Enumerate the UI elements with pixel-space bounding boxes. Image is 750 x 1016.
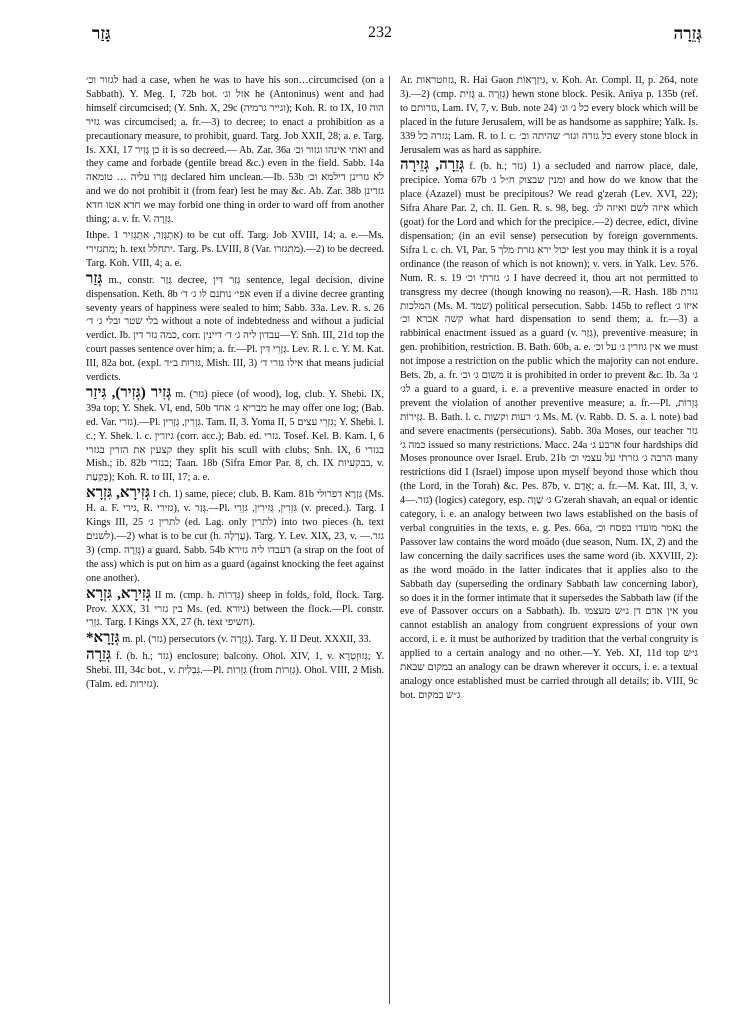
entry-paragraph (86, 649, 384, 692)
entry-headword: גְּזַר (86, 270, 103, 287)
entry-paragraph (86, 270, 384, 385)
entry-text: לגזור וכ׳ had a case, when he was to have his son…circumcised (on a Sabbath). Y. Meg. I, 72b bot. אזל וג׳ he (Antoninus) went and had himself circumcised; (Y. Snh. X, 29c (וגייר גרמיה); Koh. R. to IX, 10 הוה גזיר was circumcised; a. fr.—3) to decree; to enact a prohibition as a precautionary measure, to prohibit, guard. Targ. Job XXII, 28; a. e. Targ. Is. XXI, 17 כן גְּזִיר it is so decreed.— Ab. Zar. 36a ואתי אינהו וגזור וכ׳ and they came and forbade (gentile bread &c.) even in the field. Sabb. 14a גְּזַרו עליה … טומאה declared him unclean.—Ib. 53b לא גזרינן דילמא וכ׳ and we do not prohibit it (from fear) lest he may &c. Ab. Zar. 38b גזרינן חדא אטו חדא we may forbid one thing in order to ward off from another thing; a. v. fr. V. גְּזֵרָה. (86, 75, 384, 226)
right-column (400, 74, 698, 1006)
entry-text: f. (b. h.; גזר) enclosure; balcony. Ohol. XIV, 1, v. גְּזוּזְטְרָא; Y. Shebi. III, 34c bot., v. גִּבְלִית.—Pl. גְּזֵרוֹת (from גְּזֵרוֹת). Ohol. VIII, 2 Mish. (Talm. ed. גזירות). (86, 651, 384, 691)
entry-headword: *גְּזָרָא (86, 630, 120, 647)
left-column (86, 74, 384, 1006)
entry-text: Ithpe. אִתְגְּזַר, אִתְגְּזִיר 1) to be cut off. Targ. Job XVIII, 14; a. e.—Ms. מתגזירי; h. text יתחלל. Targ. Ps. LVIII, 8 (Var. מתגזרו).—2) to be decreed. Targ. Koh. VIII, 4; a. e. (86, 229, 384, 269)
entry-paragraph (86, 487, 384, 585)
entry-paragraph (86, 585, 384, 631)
entry-text: I ch. 1) same, piece; club. B. Kam. 81b גִּזְרָא דפרולי (Ms. H. a. F. גירי, R. גזירי), v. גְּזַר.—Pl. גִּזְרִין, גְּזִירִין, גִּזְרֵי (v. preced.). Targ. I Kings III, 25 לתרין ג׳ (ed. Lag. only לתרין) into two pieces (h. text לשנים).—2) what is to be cut (h. עָרְלָה). Targ. Y. Lev. XIX, 23, v. גזר.—3) (cmp. גְּזֵרָה) a guard. Sabb. 54b דעבדו ליה גזירא (a strap on the foot of the ass) which is put on him as a guard (against knocking the feet against one another). (86, 489, 384, 584)
entry-text: II m. (cmp. h. גְּדֵרוֹת) sheep in folds, fold, flock. Targ. Prov. XXX, 31 בין גזרי Ms. (ed. גיורא) between the flock.—Pl. constr. גִּזְרֵי. Targ. I Kings XX, 27 (h. text חשיפי). (86, 589, 384, 629)
entry-paragraph (400, 159, 698, 702)
column-divider (389, 76, 390, 1004)
entry-headword: גְּזִירָא, גִּזְרָא (86, 485, 150, 502)
entry-paragraph (86, 229, 384, 271)
entry-text: Ar. גזוזטראות, R. Hai Gaon גִּיזְרָאוֹת, v. Koh. Ar. Compl. II, p. 264, note 3).—2) (cmp. גָּזִית a. גְּזֵרָה) hewn stone block. Pesik. Aniya p. 135b (ref. to גזרותם, Lam. IV, 7, v. Bub. note 24) כל ג׳ וג׳ every block which will be placed in the future Jerusalem, will be as handsome as sapphire; Yalk. Is. 339 גזרה כל; Lam. R. to l. c. כל גזרה וגזר׳ שהיתה וכ׳ every stone block in Jerusalem was as hard as sapphire. (400, 75, 698, 156)
running-headword-right: גְּזֵרָה (673, 24, 702, 43)
entry-paragraph (400, 74, 698, 157)
entry-paragraph (86, 74, 384, 227)
entry-headword: גְּזֵרָה, גְּזֵירָה (400, 157, 465, 174)
entry-text: m. (גזר) piece (of wood), log, club. Y. Shebi. IX, 39a top; Y. Shek. VI, end, 50b מבריא ג׳ אחד he may offer one log; (Bab. ed. Var. גזרי).—Pl. גִּזְרִין, גְּזָרִין. Tam. II, 3. Yoma II, 5 גִּזְרֵי עצים; Y. Shebi. l. c.; Y. Shek. l. c. גיזרין (corr. acc.); Bab. ed. גזרי. Tosef. Kel. B. Kam. I, 6 קצעין את הזרין בגזרי they split his scull with clubs; Snh. IX, 6 בגזרי Mish.; ib. 82b בגזרי; Taan. 18b (Sifra Emor Par. 8, ch. IX בבקעיות, v. בְּקַעַת); Koh. R. to III, 17; a. e. (86, 388, 384, 484)
entry-text: f. (b. h.; גזר) 1) a secluded and narrow place, dale, precipice. Yoma 67b ומנין שבצוק ח״ל ג׳ and how do we know that the place (Azazel) must be precipitous? We read g'zerah (Lev. XVI, 22); Sifra Ahare Par. 2, ch. II. Gen. R. s. 98, beg. איזה לשם ואיזה לג׳ which (goat) for the Lord and which for the precipice.—2) decree, edict, divine dispensation; (in an evil sense) persecution by foreign governments. Sifra l. c. ch. VI, Par. 5 יכול ירא גזרת מלך lest you may think it is a royal ordinance (the reason of which is not known); v. vers. in Yalk. Lev. 576. Num. R. s. 19 ג׳ גזרתי וכ׳ I have decreed it, thou art not permitted to transgress my decree (though knowing no reason).—R. Hash. 18b גזרת המלכות (Ms. M. שמד) political persecution. Sabb. 145b to reflect איזו ג׳ קשה אברא וכ׳ what hard dispensation to send them; a. fr.—3) a rabbinical enactment issued as a guard (v. גְּזַר), preventive measure; in gen. prohibition, restriction. B. Bath. 60b, a. e. אין גוזרין ג׳ על וכ׳ we must not impose a restriction on the public which the majority can not endure. Bets. 2b, a. fr. משום ג׳ וכ׳ it is prohibited in order to prevent &c. Ib. 3a ג׳ לג׳ a guard to a guard, i. e. a preventive measure enacted in order to prevent the violation of another preventive measure; a. fr.—Pl. גְּזֵרוֹת, גְּזֵירוֹת. B. Bath. l. c. ג׳ רעות וקשות Ms. M. (v. Rabb. D. S. a. l. note) bad and severe enactments (persecutions). Sabb. 30a Moses, our teacher גזר כמה ג׳ issued so many restrictions. Macc. 24a ארבע ג׳ four hardships did Moses pronounce over Israel. Erub. 21b הרבה ג׳ גזרתי על עצמי וכ׳ many restrictions did I (Israel) impose upon myself beyond those which thou (the Lord, in the Torah) &c. Pes. 87b, v. אָדָם; a. fr.—M. Kat. III, 3, v. גזר.—4) (logics) category, esp. ג׳ שָׁוָה G'zerah shavah, an equal or identic category, i. e. an analogy between two laws established on the basis of verbal congruities in the texts, e. g. Pes. 66a, נאמר מועדו בפסח וכ׳ the Passover law contains the word moädo (due season, Num. IX, 2) and the law concerning the daily sacrifices uses the same word (ib. XXVIII, 2): as the word moädo in the latter indicates that it applies also to the Sabbath day (superseding the ordinary Sabbath law concerning labor), so does it in the former intimate that it supersedes the Sabbath law (if the eve of Passover occurs on a Sabbath). Ib. אין אדם דן ג״ש מעצמו you cannot establish an analogy from congruent expressions of your own accord, i. e. it must be authorized by tradition that the verbal congruity is applied to a certain analogy and no other.—Y. Yeb. XI, 11d top ג״ש במקום שבאת an analogy can be drawn wherever it occurs, i. e. a textual analogy once established must be carried through all details; ib. VIII, 9c bot. ג״ש במקום (400, 161, 698, 701)
entry-text: m. pl. (גזר) persecutors (v. גְּזֵרָה). Targ. Y. II Deut. XXXII, 33. (119, 634, 372, 646)
entry-headword: גְּזֵרָה (86, 647, 112, 664)
running-headword-left: גָּזַר (92, 24, 111, 43)
entry-text: m., constr. גְּזַר decree, גְּזַר דִּין sentence, legal decision, divine dispensation. Keth. 8b אפי׳ נותנם לו ג׳ ד׳ even if a divine decree granting seventy years of happiness were sealed to him; Sabb. 33a. Lev. R. s. 26 בלי שטר ובלי ג׳ ד׳ without a note of indebtedness and without a judicial verdict. Ib. כמה גזר דין, corr. עבדון ליה ג׳ ד׳ דיינין—Y. Snh. III, 21d top the court passes sentence over him; a. fr.—Pl. גְּזָרֵי דִּין. Lev. R. l. c. Y. M. Kat. III, 82a bot. (expl. גזרות ב״ד, Mish. III, 3) אילו גזרי ד׳ that means judicial verdicts. (86, 274, 384, 384)
page-header (40, 20, 720, 50)
entry-paragraph (86, 384, 384, 485)
entry-paragraph (86, 632, 384, 647)
page-number: 232 (368, 24, 392, 41)
entry-headword: גְּזִירָא, גִּזְרָא (86, 585, 151, 602)
entry-headword: גְּזִיר (גְּזִיר), גִּיזַר (86, 384, 172, 401)
